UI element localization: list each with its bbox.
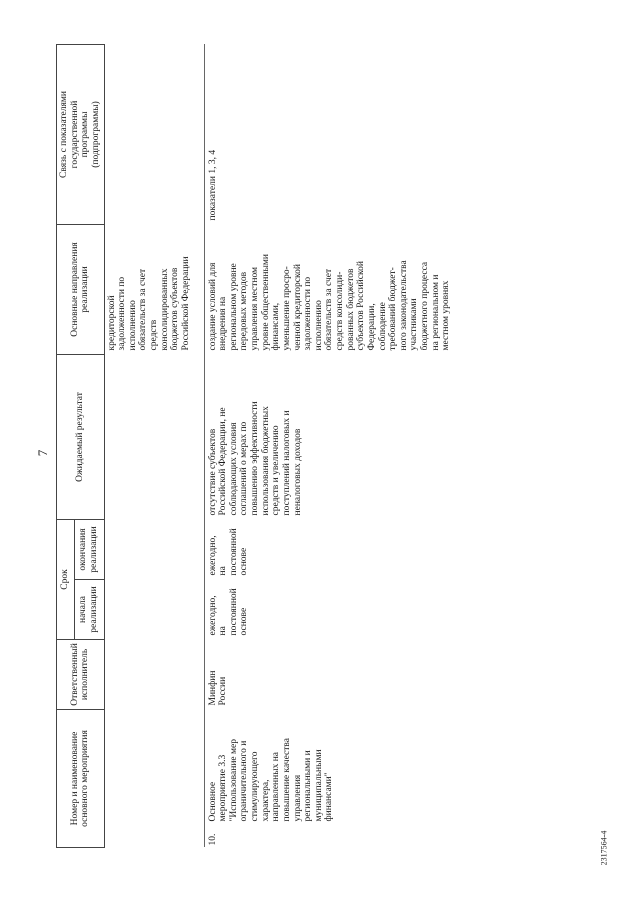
document-code: 2317564-4 — [599, 830, 609, 866]
indicator-link-cell: показатели 1, 3, 4 — [207, 149, 218, 221]
table-row — [204, 44, 455, 847]
continuation-row — [104, 44, 204, 847]
end-term-cell: ежегодно, на постоянной основе — [207, 528, 250, 576]
header-directions: Основные направления реализации — [57, 224, 105, 354]
header-link: Связь с показателями государственной программы (подпрограммы) — [57, 44, 105, 224]
header-executor: Ответственный исполнитель — [57, 639, 105, 709]
row-index-cell: 10. — [207, 833, 218, 846]
measures-table-container — [56, 45, 579, 848]
header-number-and-name: Номер и наименование основного мероприятия — [57, 709, 105, 847]
continuation-directions-cell: кредиторской задолженности по исполнению обязательств за счет средств консолидированных бюджетов субъектов Российской Федерации — [106, 256, 191, 351]
directions-cell: создание условий для внедрения на региональном уровне передовых методов управления местном уровне общественными финансами, уменьшение просро- ченной кредиторской задолженности по исполнению обязательств за счет средств консолиди- рованных бюджетов субъектов Российской Федерации, соблюдение требований бюджет- ного законодательства участниками бюджетного процесса на региональном и местном уровнях — [207, 254, 452, 351]
start-term-cell: ежегодно, на постоянной основе — [207, 588, 250, 636]
page-number: 7 — [35, 449, 50, 457]
header-term-end: окончания реализации — [74, 519, 104, 579]
measure-name-cell: Основное мероприятие 3.3 "Использование мер ограничительного и стимулирующего характера, направленных на повышение качества управления региональными и муниципальными финансами" — [207, 738, 335, 822]
header-term: Срок — [57, 519, 75, 639]
header-term-start: начала реализации — [74, 579, 104, 639]
expected-result-cell: отсутствие субъектов Российской Федерации, не соблюдающих условия соглашений о мерах по повышению эффективности использования бюджетных средств и увеличению поступлений налоговых и неналоговых доходов — [207, 401, 303, 516]
header-result: Ожидаемый результат — [57, 354, 105, 519]
measures-table — [56, 44, 455, 848]
executor-cell: Минфин России — [207, 670, 229, 706]
